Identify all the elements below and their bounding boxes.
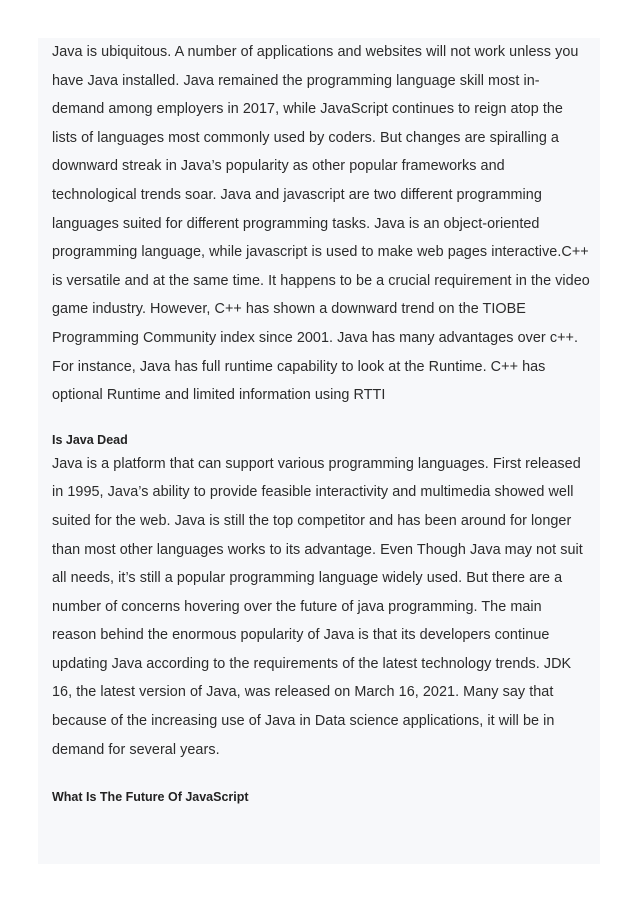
- paragraph-java-ubiquitous: Java is ubiquitous. A number of applications and websites will not work unless you have Java installed. Java remained the programming language skill most in-demand among employers in 2017, while JavaScript continues to reign atop the lists of languages most commonly used by coders. But changes are spiralling a downward streak in Java’s popularity as other popular frameworks and technological trends soar. Java and javascript are two different programming languages suited for different programming tasks. Java is an object-oriented programming language, while javascript is used to make web pages interactive.C++ is versatile and at the same time. It happens to be a crucial requirement in the video game industry. However, C++ has shown a downward trend on the TIOBE Programming Community index since 2001. Java has many advantages over c++. For instance, Java has full runtime capability to look at the Runtime. C++ has optional Runtime and limited information using RTTI: [52, 44, 590, 404]
- spacer: [52, 764, 590, 787]
- spacer: [52, 410, 590, 430]
- paragraph-java-platform: Java is a platform that can support various programming languages. First released in 1995, Java’s ability to provide feasible interactivity and multimedia showed well suited for the web. Java is still the top competitor and has been around for longer than most other languages works to its advantage. Even Though Java may not suit all needs, it’s still a popular programming language widely used. But there are a number of concerns hovering over the future of java programming. The main reason behind the enormous popularity of Java is that its developers continue updating Java according to the requirements of the latest technology trends. JDK 16, the latest version of Java, was released on March 16, 2021. Many say that because of the increasing use of Java in Data science applications, it will be in demand for several years.: [52, 455, 583, 758]
- heading-future-of-javascript: What Is The Future Of JavaScript: [52, 790, 249, 805]
- document-content: [52, 38, 590, 807]
- heading-is-java-dead: Is Java Dead: [52, 432, 128, 447]
